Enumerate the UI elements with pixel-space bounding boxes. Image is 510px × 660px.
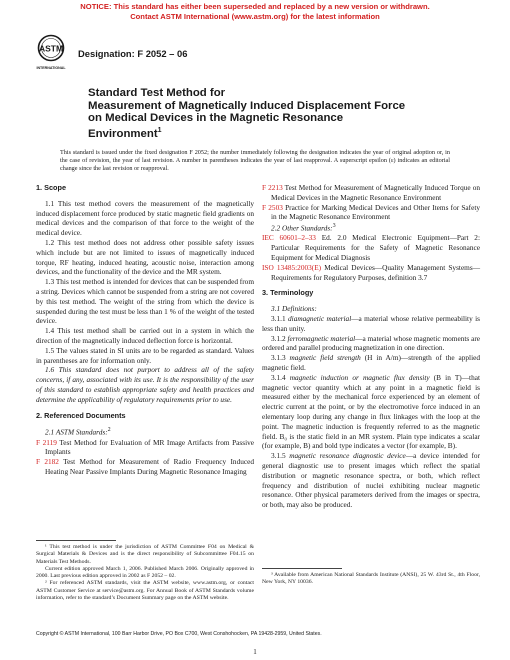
withdrawal-notice <box>0 2 510 22</box>
right-column <box>262 183 480 510</box>
astm-logo <box>36 34 66 78</box>
reference-f2213: F 2213 Test Method for Measurement of Magnetically Induced Torque on Medical Devices in the Magnetic Resonance Environment <box>262 183 480 202</box>
term-mr-diagnostic-device: 3.1.5 magnetic resonance diagnostic device—a device intended for general diagnostic use to present images which reflect the spatial distribution or magnetic resonance spectra, or both, which reflect frequency and distribution of nuclei exhibiting nuclear magnetic resonance. Other physical parameters derived from the images or spectra, or both, may also be produced. <box>262 451 480 510</box>
title-line-3: on Medical Devices in the Magnetic Resonance <box>88 112 344 125</box>
para-1-5: 1.5 The values stated in SI units are to be regarded as standard. Values in parentheses are for information only. <box>36 345 254 365</box>
term-field-strength: 3.1.3 magnetic field strength (H in A/m)—strength of the applied magnetic field. <box>262 353 480 372</box>
reference-iso: ISO 13485:2003(E) Medical Devices—Quality Management Systems—Requirements for Regulatory Purposes, definition 3.7 <box>262 262 480 282</box>
link-iso-13485[interactable]: ISO 13485:2003(E) <box>262 262 322 272</box>
footnotes-left <box>36 544 254 602</box>
reference-f2182: F 2182 Test Method for Measurement of Radio Frequency Induced Heating Near Passive Implants During Magnetic Resonance Imaging <box>36 457 254 476</box>
terminology-heading: 3. Terminology <box>262 288 314 298</box>
footnote-1: ¹ This test method is under the jurisdiction of ASTM Committee F04 on Medical & Surgical Materials & Devices and is the direct responsibility of Subcommittee F04.15 on Materials Test Methods. <box>36 544 254 565</box>
reference-iec: IEC 60601–2–33 Ed. 2.0 Medical Electronic Equipment—Part 2: Particular Requirements for the Safety of Magnetic Resonance Equipment for Medical Diagnosis <box>262 233 480 262</box>
designation: Designation: F 2052 – 06 <box>78 48 188 59</box>
para-1-2: 1.2 This test method does not address other possible safety issues which include but are not limited to issues of magnetically induced torque, RF heating, induced heating, acoustic noise, interaction among devices, and the functionality of the device and the MR system. <box>36 237 254 277</box>
link-f2503[interactable]: F 2503 <box>262 202 283 212</box>
link-f2213[interactable]: F 2213 <box>262 183 283 192</box>
notice-line-1: NOTICE: This standard has either been superseded and replaced by a new version or withdrawn. <box>80 2 430 11</box>
page-number: 1 <box>253 648 257 656</box>
para-2-2: 2.2 Other Standards:$^3$ <box>271 223 336 233</box>
para-1-6: 1.6 This standard does not purport to address all of the safety concerns, if any, associated with its use. It is the responsibility of the user of this standard to establish appropriate safety and health practices and determine the applicability of regulatory requirements prior to use. <box>36 365 254 404</box>
footnote-rule-right <box>262 568 342 569</box>
link-f2182[interactable]: F 2182 <box>36 457 59 467</box>
footnote-1-edition: Current edition approved March 1, 2006. Published March 2006. Originally approved in 2000. Last previous edition approved in 2002 as F 2052 – 02. <box>36 565 254 580</box>
term-ferromagnetic: 3.1.2 ferromagnetic material—a material whose magnetic moments are ordered and parallel producing magnetization in one direction. <box>262 333 480 353</box>
para-1-1: 1.1 This test method covers the measurement of the magnetically induced displacement force produced by static magnetic field gradients on medical devices and the comparison of that force to the weight of the medical device. <box>36 198 254 238</box>
para-3-1: 3.1 Definitions: <box>271 304 317 314</box>
issuance-statement: This standard is issued under the fixed designation F 2052; the number immediately following the designation indicates the year of original adoption or, in the case of revision, the year of last revision. A number in parentheses indicates the year of last reapproval. A superscript epsilon (ε) indicates an editorial change since the last revision or reapproval. <box>60 149 450 173</box>
svg-text:ASTM: ASTM <box>38 43 64 54</box>
term-diamagnetic: 3.1.1 diamagnetic material—a material whose relative permeability is less than unity. <box>262 313 481 333</box>
term-flux-density: 3.1.4 magnetic induction or magnetic flux density (B in T)—that magnetic vector quantity which at any point in a magnetic field is measured either by the mechanical force experienced by an element of electric current at the point, or by the electromotive force induced in an elementary loop during any change in flux linkages with the loop at the point. The magnetic induction is frequently referred to as the magnetic field. B₀ is the static field in an MR system. Plain type indicates a scalar (for example, B) and bold type indicates a vector (for example, B). <box>262 372 480 451</box>
referenced-documents-heading: 2. Referenced Documents <box>36 410 126 420</box>
reference-f2119: F 2119 Test Method for Evaluation of MR Image Artifacts from Passive Implants <box>36 437 254 457</box>
para-1-4: 1.4 This test method shall be carried out in a system in which the direction of the magnetically induced deflection force is horizontal. <box>36 326 254 345</box>
notice-line-2: Contact ASTM International (www.astm.org) for the latest information <box>130 12 380 21</box>
left-column <box>36 183 254 477</box>
link-f2119[interactable]: F 2119 <box>36 437 57 447</box>
para-2-1: 2.1 ASTM Standards:$^2$ <box>45 427 111 437</box>
reference-f2503: F 2503 Practice for Marking Medical Devices and Other Items for Safety in the Magnetic Resonance Environment <box>262 202 481 222</box>
title-line-4: Environment$^1$ <box>88 126 162 140</box>
svg-text:INTERNATIONAL: INTERNATIONAL <box>36 66 66 70</box>
title-line-1: Standard Test Method for <box>88 87 226 99</box>
scope-heading: 1. Scope <box>36 183 67 192</box>
title-line-2: Measurement of Magnetically Induced Displacement Force <box>88 99 406 112</box>
copyright-line: Copyright © ASTM International, 100 Barr Harbor Drive, PO Box C700, West Conshohocken, PA 19428-2959, United States. <box>36 631 322 637</box>
link-iec-60601[interactable]: IEC 60601–2–33 <box>262 233 316 243</box>
footnote-3: ³ Available from American National Standards Institute (ANSI), 25 W. 43rd St., 4th Floor, New York, NY 10036. <box>262 572 480 586</box>
footnotes-right <box>262 572 480 587</box>
para-1-3: 1.3 This test method is intended for devices that can be suspended from a string. Devices which cannot be suspended from a string are not covered by this test method. The weight of the string from which the device is suspended during the test must be less than 1 % of the weight of the tested device. <box>36 277 254 326</box>
footnote-2: ² For referenced ASTM standards, visit the ASTM website, www.astm.org, or contact ASTM Customer Service at service@astm.org. For Annual Book of ASTM Standards volume information, refer to the standard’s Document Summary page on the ASTM website. <box>36 580 254 602</box>
document-title <box>88 87 428 140</box>
footnote-rule-left <box>36 540 116 541</box>
